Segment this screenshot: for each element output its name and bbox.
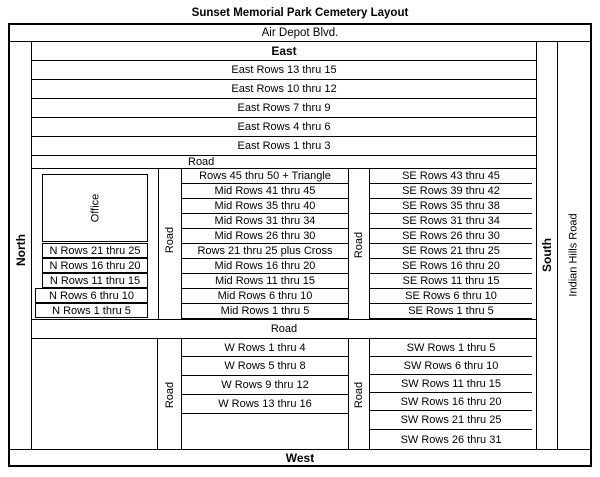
sw-row: SW Rows 21 thru 25 [370,411,532,430]
mid-row: Rows 21 thru 25 plus Cross [182,244,348,259]
mid-row: Mid Rows 6 thru 10 [182,289,348,304]
se-row: SE Rows 1 thru 5 [370,304,532,319]
mid-row: Mid Rows 35 thru 40 [182,199,348,214]
sw-row: SW Rows 16 thru 20 [370,393,532,411]
south-label: South [540,238,554,272]
se-row: SE Rows 39 thru 42 [370,184,532,199]
north-label: North [14,234,28,266]
lower-left-block [32,339,158,449]
w-row: W Rows 9 thru 12 [182,376,348,395]
se-row: SE Rows 31 thru 34 [370,214,532,229]
se-row: SE Rows 16 thru 20 [370,259,532,274]
sw-row: SW Rows 1 thru 5 [370,339,532,357]
east-row: East Rows 13 thru 15 [32,61,536,80]
right-road-label: Indian Hills Road [568,213,580,297]
right-road-label-upper: Road [353,231,366,259]
west-footer: West [10,449,590,465]
mid-row: Rows 45 thru 50 + Triangle [182,169,348,184]
east-row: East Rows 10 thru 12 [32,80,536,99]
sw-row: SW Rows 11 thru 15 [370,375,532,393]
north-row: N Rows 6 thru 10 [35,288,148,303]
left-road-label-lower: Road [164,381,177,409]
w-row: W Rows 5 thru 8 [182,357,348,376]
sw-row: SW Rows 26 thru 31 [370,430,532,449]
se-row: SE Rows 35 thru 38 [370,199,532,214]
mid-row: Mid Rows 11 thru 15 [182,274,348,289]
se-row: SE Rows 26 thru 30 [370,229,532,244]
mid-row: Mid Rows 31 thru 34 [182,214,348,229]
se-row: SE Rows 21 thru 25 [370,244,532,259]
north-row: N Rows 21 thru 25 [42,243,148,258]
se-row: SE Rows 6 thru 10 [370,289,532,304]
top-road-label: Air Depot Blvd. [10,25,590,41]
mid-row: Mid Rows 41 thru 45 [182,184,348,199]
w-row: W Rows 13 thru 16 [182,395,348,414]
upper-road: Road [32,156,536,169]
north-row: N Rows 1 thru 5 [35,303,148,318]
office-label: Office [89,193,101,223]
east-header: East [32,42,536,61]
east-row: East Rows 1 thru 3 [32,137,536,156]
mid-row: Mid Rows 26 thru 30 [182,229,348,244]
left-road-label-upper: Road [164,226,177,254]
east-row: East Rows 4 thru 6 [32,118,536,137]
middle-road: Road [32,319,536,339]
map-title: Sunset Memorial Park Cemetery Layout [191,7,409,19]
right-road-label-lower: Road [353,381,366,409]
w-row: W Rows 1 thru 4 [182,339,348,357]
north-row: N Rows 16 thru 20 [42,258,148,273]
east-row: East Rows 7 thru 9 [32,99,536,118]
se-row: SE Rows 11 thru 15 [370,274,532,289]
mid-row: Mid Rows 16 thru 20 [182,259,348,274]
mid-row: Mid Rows 1 thru 5 [182,304,348,319]
sw-row: SW Rows 6 thru 10 [370,357,532,375]
north-row: N Rows 11 thru 15 [42,273,148,288]
se-row: SE Rows 43 thru 45 [370,169,532,184]
